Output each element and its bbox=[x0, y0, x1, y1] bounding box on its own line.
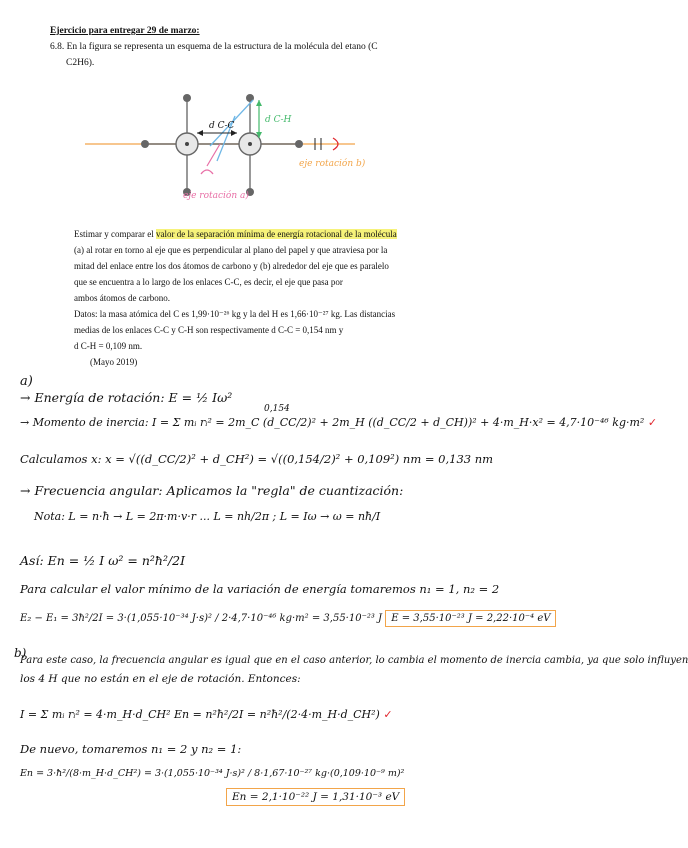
solution-quantization-line: Nota: L = n·ħ → L = 2π·m·v·r ... L = nh/2π ; L = Iω → ω = nħ/I bbox=[34, 510, 381, 523]
solution-part-a-label: a) bbox=[20, 374, 33, 389]
d-ch-label: d C-H bbox=[265, 115, 292, 125]
paragraph-1-line-4: que se encuentra a lo largo de los enlaces C-C, es decir, el eje que pasa por bbox=[74, 277, 343, 287]
part-b-calculation: En = 3·ħ²/(8·m_H·d_CH²) = 3·(1,055·10⁻³⁴ J·s)² / 8·1,67·10⁻²⁷ kg·(0,109·10⁻⁹ m)² bbox=[20, 768, 405, 779]
problem-number: 6.8. bbox=[50, 42, 65, 52]
solution-part-b-label: b) bbox=[14, 646, 27, 660]
problem-statement-line-1 bbox=[50, 42, 378, 52]
rotation-axis-a-label: eje rotación a) bbox=[183, 191, 249, 201]
d-cc-label: d C-C bbox=[209, 121, 235, 131]
solution-part-b-again-line: De nuevo, tomaremos n₁ = 2 y n₂ = 1: bbox=[20, 742, 242, 756]
problem-paragraph-2 bbox=[74, 306, 420, 370]
solution-result-a-line bbox=[20, 610, 556, 627]
inertia-note: 0,154 bbox=[264, 404, 290, 414]
solution-calc-x-line: Calculamos x: x = √((d_CC/2)² + d_CH²) = √((0,154/2)² + 0,109²) nm = 0,133 nm bbox=[20, 452, 494, 466]
ethane-molecule-diagram bbox=[85, 86, 390, 206]
paragraph-2-line-2: medias de los enlaces C-C y C-H son respectivamente d C-C = 0,154 nm y bbox=[74, 325, 344, 335]
check-mark-icon: ✓ bbox=[383, 708, 393, 721]
exercise-title: Ejercicio para entregar 29 de marzo: bbox=[50, 26, 200, 36]
result-b-box: En = 2,1·10⁻²² J = 1,31·10⁻³ eV bbox=[226, 788, 405, 806]
paragraph-1-prefix: Estimar y comparar el bbox=[74, 229, 156, 239]
rotation-axis-b-label: eje rotación b) bbox=[299, 159, 366, 169]
highlighted-text: valor de la separación mínima de energía rotacional de la molécula bbox=[155, 229, 397, 239]
solution-part-b-inertia-line bbox=[20, 708, 393, 721]
solution-part-b-calc-line bbox=[20, 768, 404, 779]
solution-part-b-line-2: los 4 H que no están en el eje de rotación. Entonces: bbox=[20, 673, 301, 685]
paragraph-1-line-5: ambos átomos de carbono. bbox=[74, 293, 170, 303]
solution-result-b-line bbox=[226, 788, 405, 806]
part-b-inertia-formula: I = Σ mᵢ rᵢ² = 4·m_H·d_CH² En = n²ħ²/2I = n²ħ²/(2·4·m_H·d_CH²) bbox=[20, 708, 380, 721]
check-mark-icon: ✓ bbox=[647, 416, 658, 429]
problem-paragraph-1 bbox=[74, 226, 420, 306]
paragraph-1-line-2: (a) al rotar en torno al eje que es perpendicular al plano del papel y que atraviesa por la bbox=[74, 245, 388, 255]
solution-part-b-line-1: Para este caso, la frecuencia angular es igual que en el caso anterior, lo cambia el momento de inercia cambia, ya que solo influyen bbox=[20, 655, 688, 666]
inertia-formula: → Momento de inercia: I = Σ mᵢ rᵢ² = 2m_C (d_CC/2)² + 2m_H ((d_CC/2 + d_CH))² + 4·m_H·x² = 4,7·10⁻⁴⁶ kg·m² bbox=[20, 416, 645, 429]
solution-energy-line: → Energía de rotación: E = ½ Iω² bbox=[20, 390, 233, 405]
problem-statement-line-2: C2H6). bbox=[66, 58, 95, 68]
solution-energy-level-line: Así: En = ½ I ω² = n²ħ²/2I bbox=[20, 553, 186, 568]
problem-text: En la figura se representa un esquema de la estructura de la molécula del etano (C bbox=[66, 42, 378, 52]
paragraph-1-line-3: mitad del enlace entre los dos átomos de carbono y (b) alrededor del eje que es paralelo bbox=[74, 261, 389, 271]
result-a-calculation: E₂ − E₁ = 3ħ²/2I = 3·(1,055·10⁻³⁴ J·s)² / 2·4,7·10⁻⁴⁶ kg·m² = 3,55·10⁻²³ J bbox=[20, 613, 383, 624]
result-a-box: E = 3,55·10⁻²³ J = 2,22·10⁻⁴ eV bbox=[385, 610, 556, 627]
solution-frequency-line: → Frecuencia angular: Aplicamos la "regla" de cuantización: bbox=[20, 483, 404, 498]
solution-min-energy-line: Para calcular el valor mínimo de la variación de energía tomaremos n₁ = 1, n₂ = 2 bbox=[20, 582, 500, 596]
paragraph-2-line-1: Datos: la masa atómica del C es 1,99·10⁻²⁶ kg y la del H es 1,66·10⁻²⁷ kg. Las distancias bbox=[74, 309, 396, 319]
paragraph-2-date: (Mayo 2019) bbox=[90, 357, 138, 367]
paragraph-2-line-3: d C-H = 0,109 nm. bbox=[74, 341, 143, 351]
solution-inertia-line bbox=[20, 416, 657, 429]
